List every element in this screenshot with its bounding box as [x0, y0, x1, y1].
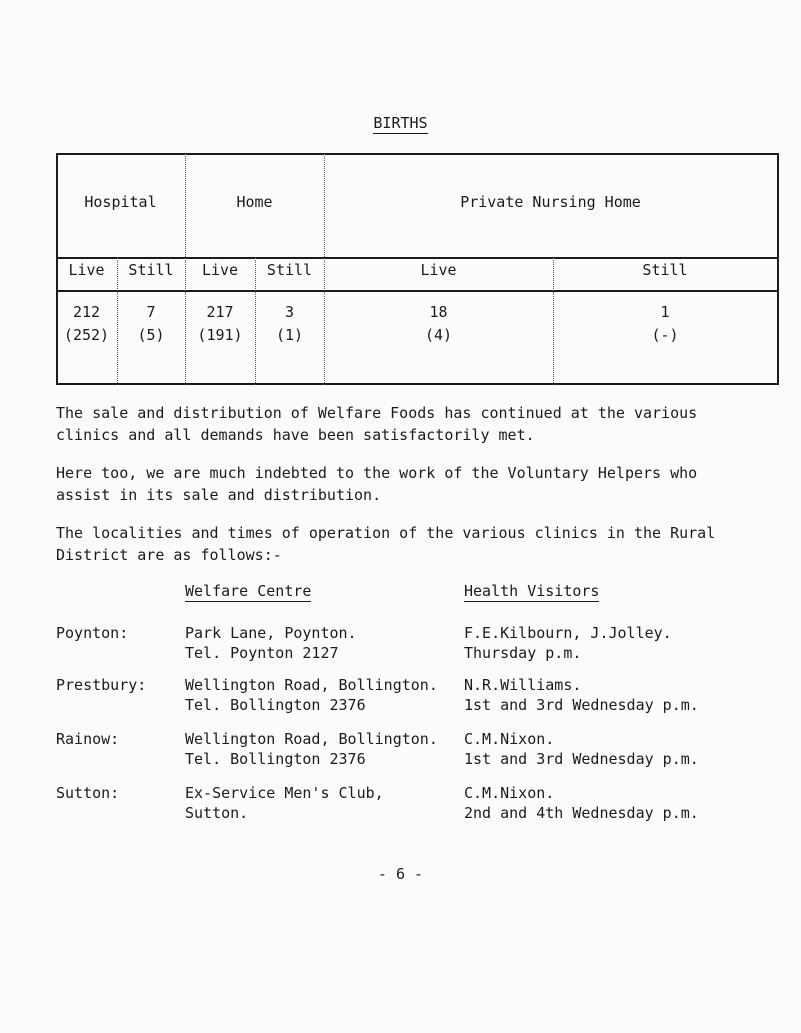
column-header-health-visitors: Health Visitors	[464, 582, 600, 600]
group-header-nursing-home: Private Nursing Home	[460, 193, 641, 211]
clinic-schedule: 1st and 3rd Wednesday p.m.	[464, 750, 699, 768]
clinic-place: Prestbury:	[56, 676, 147, 694]
paragraph-welfare-foods: The sale and distribution of Welfare Foods has continued at the various clinics and all demands have been satisfactorily met.	[56, 404, 698, 444]
table-header-rule	[56, 257, 779, 259]
previous-hospital-still: (5)	[137, 326, 165, 344]
subheader-still: Still	[266, 261, 313, 279]
value-home-live: 217	[206, 303, 234, 321]
clinic-address-line-2: Sutton.	[185, 804, 249, 822]
subheader-live: Live	[420, 261, 457, 279]
clinic-telephone: Tel. Bollington 2376	[185, 750, 366, 768]
column-header-welfare-centre: Welfare Centre	[185, 582, 312, 600]
previous-home-still: (1)	[275, 326, 304, 344]
clinic-telephone: Tel. Bollington 2376	[185, 696, 366, 714]
clinic-address: Park Lane, Poynton.	[185, 624, 357, 642]
clinic-place: Rainow:	[56, 730, 120, 748]
clinic-address: Wellington Road, Bollington.	[185, 730, 438, 748]
clinic-visitors: C.M.Nixon.	[464, 730, 555, 748]
table-right-rule	[777, 153, 779, 385]
clinic-address: Ex-Service Men's Club,	[185, 784, 384, 802]
clinic-schedule: Thursday p.m.	[464, 644, 582, 662]
subheader-still: Still	[642, 261, 688, 279]
paragraph-clinic-localities: The localities and times of operation of the various clinics in the Rural District are as follows:-	[56, 524, 716, 564]
clinic-place: Poynton:	[56, 624, 129, 642]
clinic-schedule: 2nd and 4th Wednesday p.m.	[464, 804, 699, 822]
group-header-home: Home	[236, 193, 273, 211]
subheader-still: Still	[128, 261, 174, 279]
clinic-schedule: 1st and 3rd Wednesday p.m.	[464, 696, 699, 714]
group-header-hospital: Hospital	[84, 193, 157, 211]
table-subheader-rule	[56, 290, 779, 292]
previous-nursing-live: (4)	[424, 326, 453, 344]
subheader-live: Live	[68, 261, 105, 279]
previous-hospital-live: (252)	[63, 326, 110, 344]
value-hospital-live: 212	[72, 303, 101, 321]
subheader-live: Live	[201, 261, 239, 279]
previous-nursing-still: (-)	[651, 326, 679, 344]
table-top-rule	[56, 153, 779, 155]
paragraph-voluntary-helpers: Here too, we are much indebted to the work of the Voluntary Helpers who assist in its sale and distribution.	[56, 464, 698, 504]
value-nursing-live: 18	[429, 303, 448, 321]
value-hospital-still: 7	[146, 303, 156, 321]
table-bottom-rule	[56, 383, 779, 385]
births-table	[56, 153, 779, 385]
previous-home-live: (191)	[197, 326, 243, 344]
value-nursing-still: 1	[660, 303, 670, 321]
clinic-telephone: Tel. Poynton 2127	[185, 644, 339, 662]
page-number: - 6 -	[377, 865, 424, 883]
clinic-place: Sutton:	[56, 784, 120, 802]
clinic-address: Wellington Road, Bollington.	[185, 676, 438, 694]
value-home-still: 3	[284, 303, 295, 321]
page-title: BIRTHS	[373, 114, 428, 132]
clinic-visitors: N.R.Williams.	[464, 676, 582, 694]
clinic-visitors: C.M.Nixon.	[464, 784, 555, 802]
clinic-visitors: F.E.Kilbourn, J.Jolley.	[464, 624, 672, 642]
